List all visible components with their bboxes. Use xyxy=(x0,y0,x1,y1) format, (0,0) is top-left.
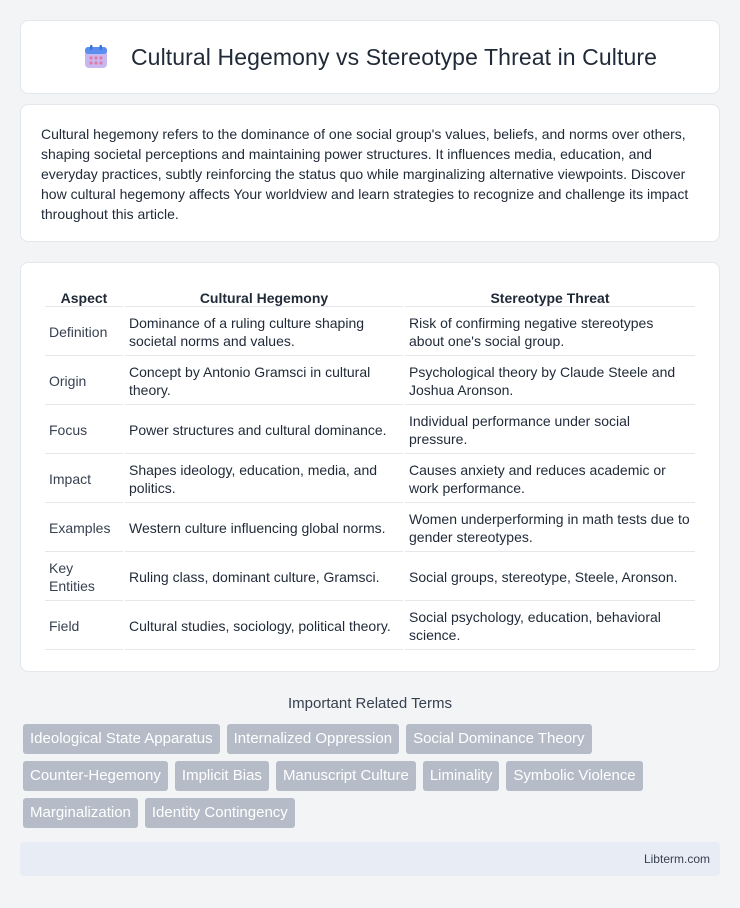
row-aspect: Origin xyxy=(45,358,123,405)
footer xyxy=(20,842,720,876)
intro-card xyxy=(20,104,720,242)
row-aspect: Impact xyxy=(45,456,123,503)
related-term-tag[interactable]: Implicit Bias xyxy=(175,761,269,791)
row-cultural-hegemony: Western culture influencing global norms. xyxy=(125,505,403,552)
related-terms-list xyxy=(20,724,720,828)
row-aspect: Examples xyxy=(45,505,123,552)
related-terms-title: Important Related Terms xyxy=(288,695,452,712)
row-cultural-hegemony: Power structures and cultural dominance. xyxy=(125,407,403,454)
row-stereotype-threat: Individual performance under social pressure. xyxy=(405,407,695,454)
table-row xyxy=(45,554,695,601)
calendar-icon xyxy=(83,44,109,70)
table-row xyxy=(45,309,695,356)
header-stereotype-threat: Stereotype Threat xyxy=(405,285,695,307)
row-cultural-hegemony: Ruling class, dominant culture, Gramsci. xyxy=(125,554,403,601)
row-stereotype-threat: Psychological theory by Claude Steele and Joshua Aronson. xyxy=(405,358,695,405)
related-term-tag[interactable]: Liminality xyxy=(423,761,500,791)
row-stereotype-threat: Risk of confirming negative stereotypes about one's social group. xyxy=(405,309,695,356)
related-term-tag[interactable]: Internalized Oppression xyxy=(227,724,399,754)
comparison-table-card xyxy=(20,262,720,672)
table-row xyxy=(45,456,695,503)
header-cultural-hegemony: Cultural Hegemony xyxy=(125,285,403,307)
table-header-row xyxy=(45,285,695,307)
related-term-tag[interactable]: Ideological State Apparatus xyxy=(23,724,220,754)
footer-site-link[interactable]: Libterm.com xyxy=(643,852,710,866)
row-stereotype-threat: Social psychology, education, behavioral science. xyxy=(405,603,695,650)
related-term-tag[interactable]: Symbolic Violence xyxy=(506,761,642,791)
row-cultural-hegemony: Concept by Antonio Gramsci in cultural theory. xyxy=(125,358,403,405)
row-aspect: Definition xyxy=(45,309,123,356)
related-term-tag[interactable]: Counter-Hegemony xyxy=(23,761,168,791)
row-aspect: Key Entities xyxy=(45,554,123,601)
table-row xyxy=(45,603,695,650)
header-aspect: Aspect xyxy=(45,285,123,307)
header-card xyxy=(20,20,720,94)
row-aspect: Focus xyxy=(45,407,123,454)
row-stereotype-threat: Social groups, stereotype, Steele, Aronson. xyxy=(405,554,695,601)
row-cultural-hegemony: Dominance of a ruling culture shaping societal norms and values. xyxy=(125,309,403,356)
intro-text: Cultural hegemony refers to the dominance of one social group's values, beliefs, and norms over others, shaping societal perceptions and maintaining power structures. It influences media, education, and everyday practices, subtly reinforcing the status quo while marginalizing alternative viewpoints. Discover how cultural hegemony affects Your worldview and learn strategies to recognize and challenge its impact throughout this article. xyxy=(41,126,689,222)
row-stereotype-threat: Women underperforming in math tests due to gender stereotypes. xyxy=(405,505,695,552)
row-cultural-hegemony: Shapes ideology, education, media, and politics. xyxy=(125,456,403,503)
related-term-tag[interactable]: Manuscript Culture xyxy=(276,761,416,791)
table-row xyxy=(45,358,695,405)
row-cultural-hegemony: Cultural studies, sociology, political theory. xyxy=(125,603,403,650)
row-aspect: Field xyxy=(45,603,123,650)
page-title: Cultural Hegemony vs Stereotype Threat in Culture xyxy=(130,43,658,70)
row-stereotype-threat: Causes anxiety and reduces academic or work performance. xyxy=(405,456,695,503)
table-row xyxy=(45,505,695,552)
table-row xyxy=(45,407,695,454)
related-term-tag[interactable]: Social Dominance Theory xyxy=(406,724,591,754)
related-term-tag[interactable]: Marginalization xyxy=(23,798,138,828)
related-term-tag[interactable]: Identity Contingency xyxy=(145,798,295,828)
comparison-table xyxy=(43,283,697,652)
